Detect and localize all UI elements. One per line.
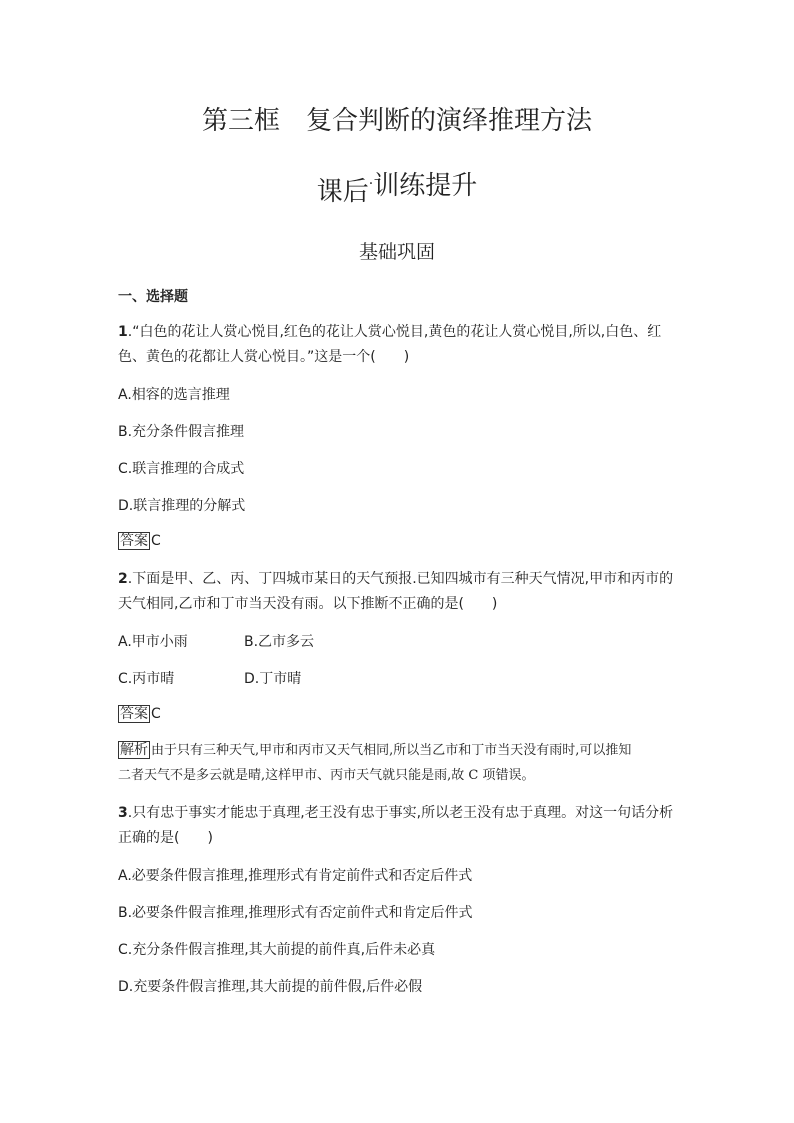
answer-tag: 答案 bbox=[120, 533, 148, 549]
question-1-option-b: B.充分条件假言推理 bbox=[118, 424, 245, 440]
question-2-option-c: C.丙市晴 bbox=[118, 671, 175, 687]
question-2-option-a: A.甲市小雨 bbox=[118, 634, 188, 650]
question-1-option-c: C.联言推理的合成式 bbox=[118, 461, 245, 477]
question-1-answer bbox=[118, 532, 161, 550]
question-2-option-d: D.丁市晴 bbox=[244, 671, 302, 687]
question-stem-line: “白色的花让人赏心悦目,红色的花让人赏心悦目,黄色的花让人赏心悦目,所以,白色、红 bbox=[132, 324, 662, 340]
part-heading: 一、选择题 bbox=[118, 289, 188, 305]
question-number: 1 bbox=[118, 324, 128, 340]
page-title: 第三框 复合判断的演绎推理方法 bbox=[201, 106, 592, 136]
page-subtitle bbox=[0, 165, 794, 208]
question-3-option-c: C.充分条件假言推理,其大前提的前件真,后件未必真 bbox=[118, 942, 436, 958]
answer-value: C bbox=[151, 533, 161, 549]
question-stem-line: 下面是甲、乙、丙、丁四城市某日的天气预报.已知四城市有三种天气情况,甲市和丙市的 bbox=[132, 571, 674, 587]
question-3-stem: 3.只有忠于事实才能忠于真理,老王没有忠于事实,所以老王没有忠于真理。对这一句话分析 正确的是( ) bbox=[118, 805, 674, 846]
question-2-stem: 2.下面是甲、乙、丙、丁四城市某日的天气预报.已知四城市有三种天气情况,甲市和丙市的 天气相同,乙市和丁市当天没有雨。以下推断不正确的是( ) bbox=[118, 571, 674, 612]
explanation-tag: 解析 bbox=[120, 742, 148, 758]
answer-value: C bbox=[151, 706, 161, 722]
question-1-option-d: D.联言推理的分解式 bbox=[118, 498, 246, 514]
question-2-answer bbox=[118, 705, 161, 723]
section-heading: 基础巩固 bbox=[358, 241, 435, 263]
question-number: 3 bbox=[118, 805, 128, 821]
subtitle-part-a: 课后 bbox=[316, 177, 369, 207]
question-3-option-b: B.必要条件假言推理,推理形式有否定前件式和肯定后件式 bbox=[118, 905, 473, 921]
explanation-line: 由于只有三种天气,甲市和丙市又天气相同,所以当乙市和丁市当天没有雨时,可以推知 bbox=[151, 743, 632, 758]
question-1-option-a: A.相容的选言推理 bbox=[118, 387, 230, 403]
question-3-option-d: D.充要条件假言推理,其大前提的前件假,后件必假 bbox=[118, 979, 423, 995]
answer-tag: 答案 bbox=[120, 706, 148, 722]
question-3-option-a: A.必要条件假言推理,推理形式有肯定前件式和否定后件式 bbox=[118, 868, 473, 884]
question-stem-line: 正确的是( ) bbox=[118, 830, 213, 846]
question-1-stem: 1.“白色的花让人赏心悦目,红色的花让人赏心悦目,黄色的花让人赏心悦目,所以,白色、红 色、黄色的花都让人赏心悦目。”这是一个( ) bbox=[118, 324, 662, 365]
subtitle-dot: · bbox=[368, 176, 374, 192]
question-number: 2 bbox=[118, 571, 128, 587]
subtitle-part-b: 训练提升 bbox=[373, 171, 478, 201]
explanation-line: 二者天气不是多云就是晴,这样甲市、丙市天气就只能是雨,故 C 项错误。 bbox=[118, 768, 535, 783]
question-stem-line: 只有忠于事实才能忠于真理,老王没有忠于事实,所以老王没有忠于真理。对这一句话分析 bbox=[132, 805, 674, 821]
question-2-option-b: B.乙市多云 bbox=[244, 634, 315, 650]
question-stem-line: 天气相同,乙市和丁市当天没有雨。以下推断不正确的是( ) bbox=[118, 596, 498, 612]
question-2-explanation bbox=[118, 738, 631, 788]
question-stem-line: 色、黄色的花都让人赏心悦目。”这是一个( ) bbox=[118, 349, 410, 365]
